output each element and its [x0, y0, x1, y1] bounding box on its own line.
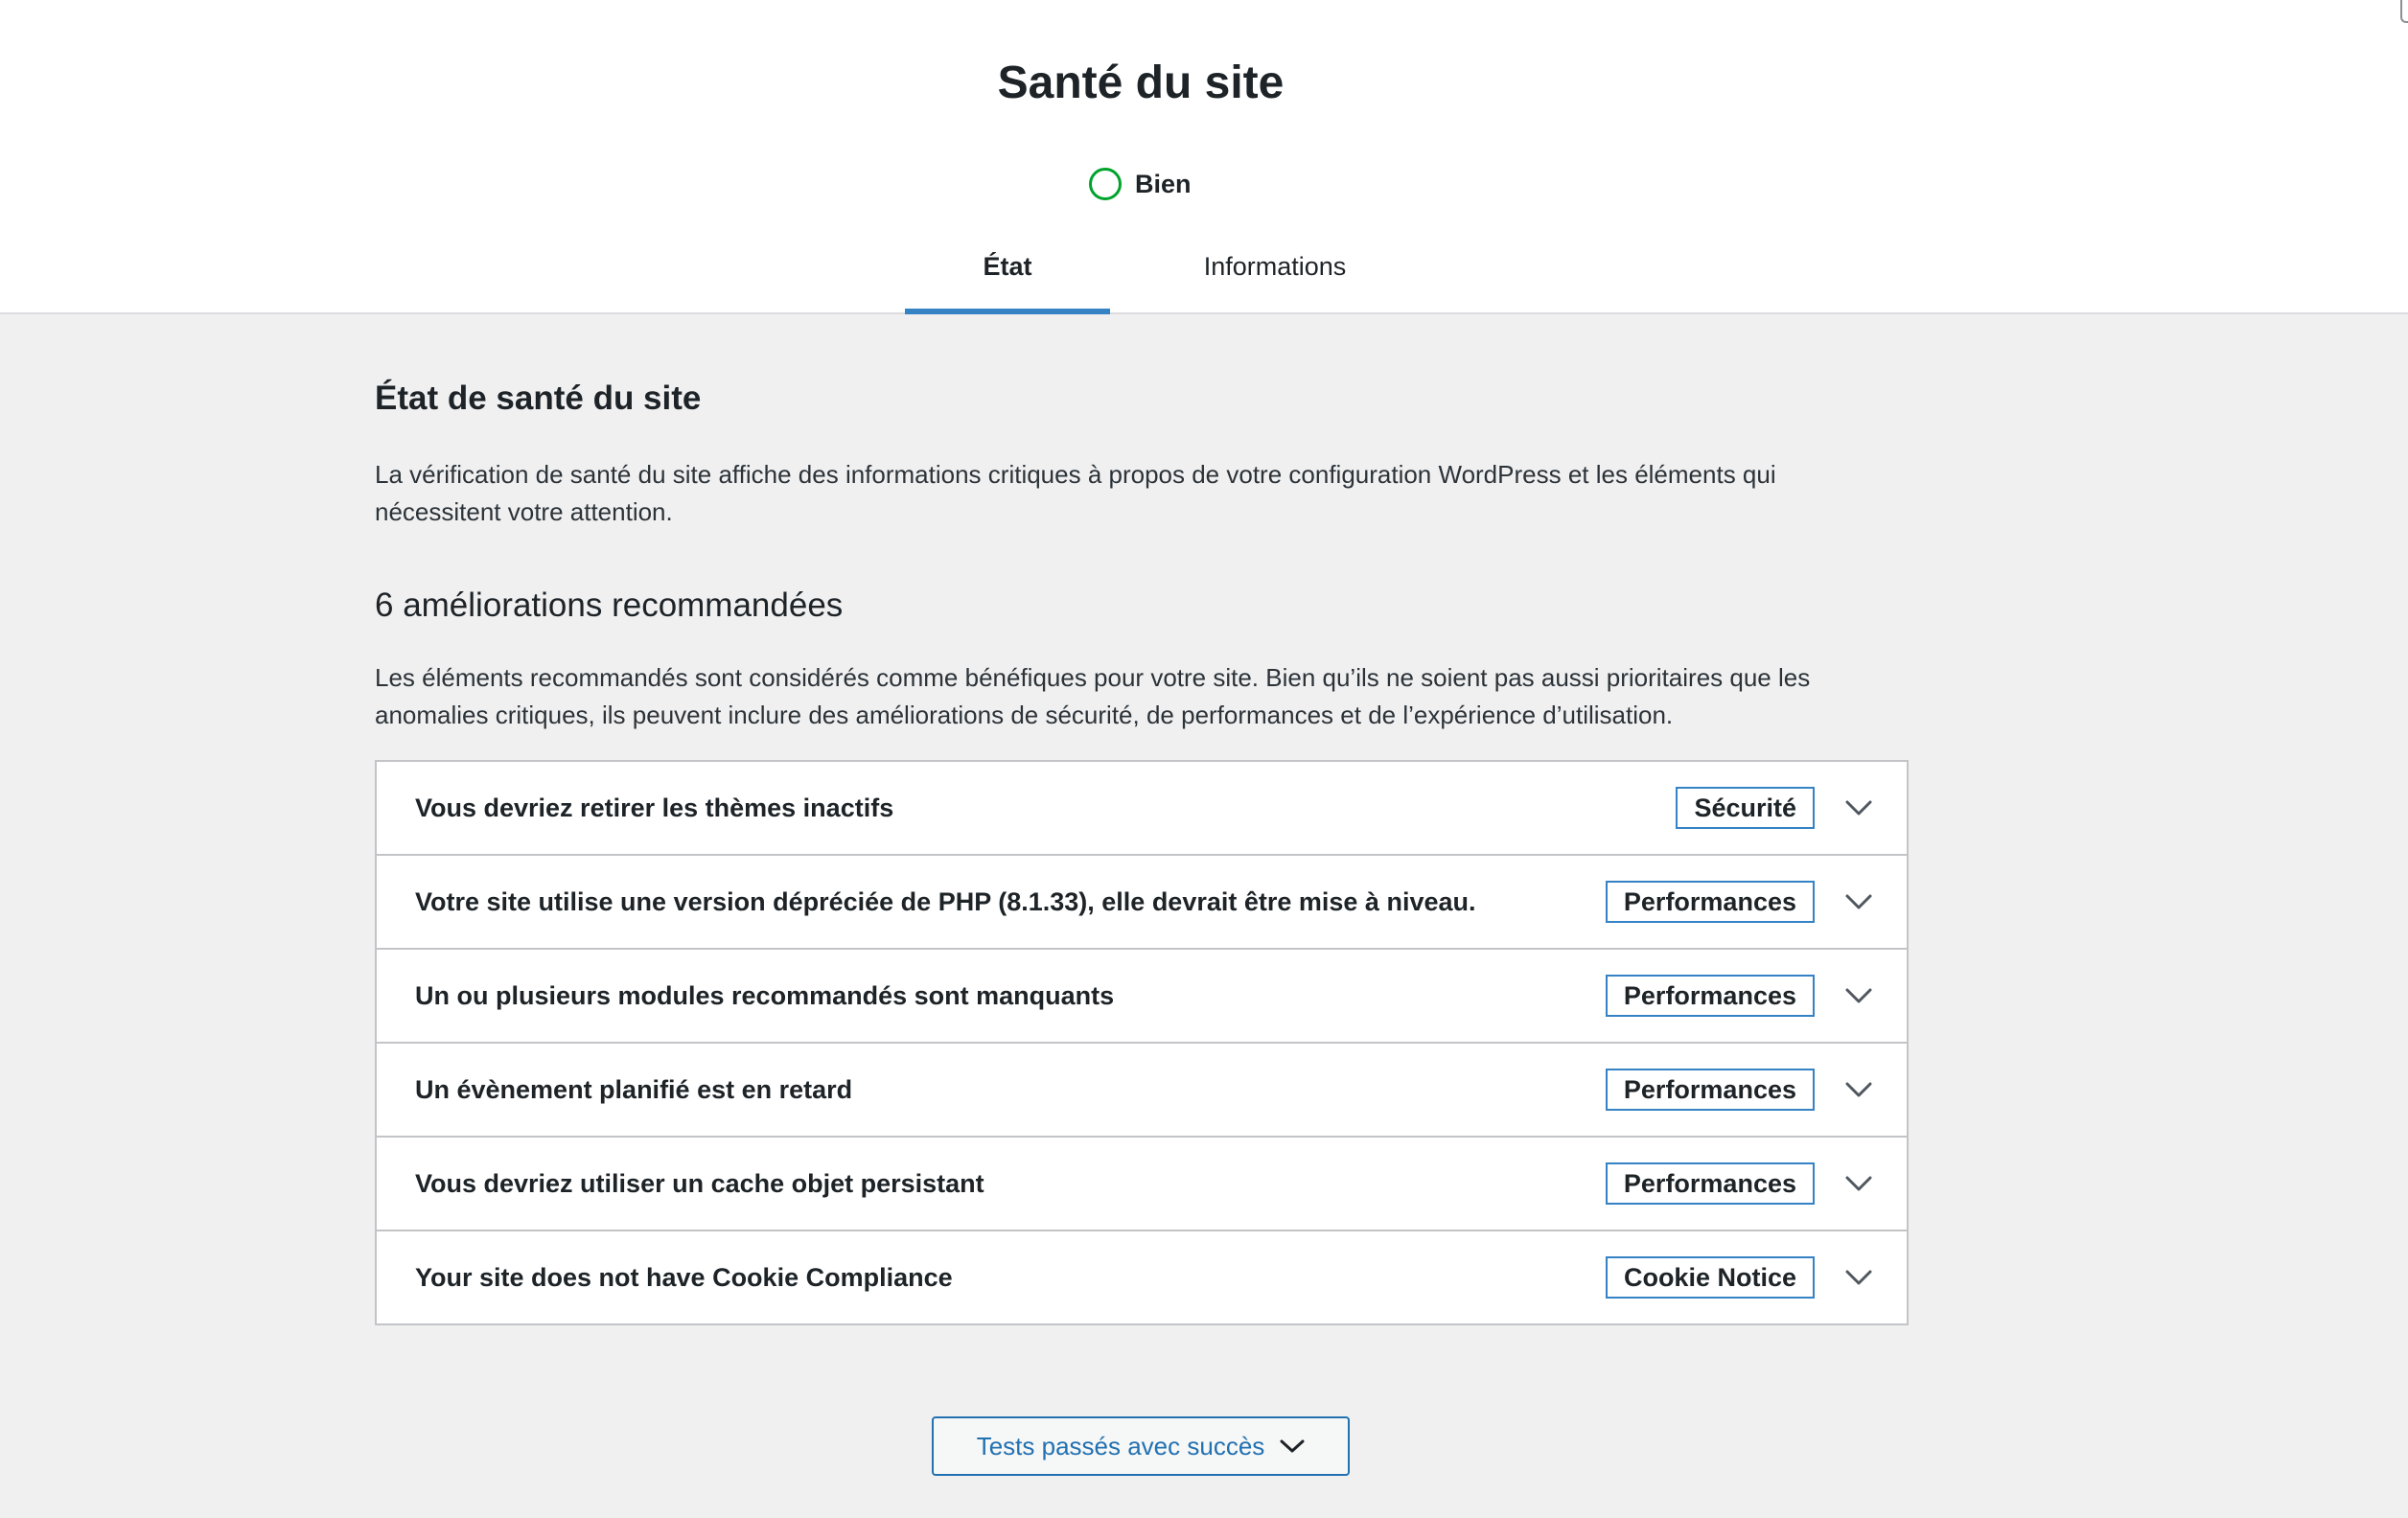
issue-badge: Performances [1606, 1162, 1815, 1205]
issue-label: Vous devriez retirer les thèmes inactifs [415, 793, 894, 822]
section-title: État de santé du site [375, 380, 702, 417]
issue-badge: Performances [1606, 881, 1815, 923]
window-corner-decoration [2400, 0, 2408, 23]
chevron-down-icon[interactable] [1840, 1258, 1878, 1297]
health-score [1089, 165, 1192, 203]
chevron-down-icon[interactable] [1840, 789, 1878, 827]
issue-badge: Performances [1606, 1069, 1815, 1111]
issue-label: Vous devriez utiliser un cache objet persistant [415, 1168, 984, 1198]
issue-row-cookie-compliance[interactable] [377, 1231, 1907, 1323]
tab-informations[interactable]: Informations [1203, 252, 1347, 281]
recommended-description: Les éléments recommandés sont considérés comme bénéfiques pour votre site. Bien qu’ils ne soient pas aussi prioritaires que les anomalies critiques, ils peuvent inclure des améliorations de sécurité, de performances et de l’expérience d’utilisation. [375, 663, 1811, 729]
issue-label: Your site does not have Cookie Compliance [415, 1262, 953, 1292]
issue-row-late-cron[interactable] [377, 1044, 1907, 1138]
chevron-down-icon[interactable] [1840, 883, 1878, 921]
issue-badge: Sécurité [1676, 787, 1815, 829]
passed-tests-button[interactable] [932, 1416, 1350, 1476]
passed-tests-label: Tests passés avec succès [976, 1431, 1265, 1460]
issue-label: Un évènement planifié est en retard [415, 1074, 853, 1104]
chevron-down-icon [1280, 1438, 1305, 1454]
main-content [375, 374, 1909, 734]
issue-badge: Cookie Notice [1606, 1256, 1815, 1299]
recommended-count-title: 6 améliorations recommandées [375, 586, 844, 624]
issue-row-missing-modules[interactable] [377, 950, 1907, 1044]
recommended-issues-list [375, 760, 1909, 1325]
page-title: Santé du site [997, 58, 1285, 108]
site-health-header [0, 0, 2408, 314]
issue-row-object-cache[interactable] [377, 1138, 1907, 1231]
issue-label: Votre site utilise une version dépréciée de PHP (8.1.33), elle devrait être mise à niveau. [415, 886, 1476, 916]
chevron-down-icon[interactable] [1840, 977, 1878, 1015]
tab-etat[interactable]: État [905, 240, 1110, 314]
issue-row-php-version[interactable] [377, 856, 1907, 950]
chevron-down-icon[interactable] [1840, 1070, 1878, 1109]
intro-text: La vérification de santé du site affiche des informations critiques à propos de votre configuration WordPress et les éléments qui nécessitent votre attention. [375, 460, 1776, 526]
issue-row-inactive-themes[interactable] [377, 762, 1907, 856]
score-ring-icon [1089, 168, 1122, 200]
chevron-down-icon[interactable] [1840, 1164, 1878, 1203]
issue-label: Un ou plusieurs modules recommandés sont manquants [415, 980, 1115, 1010]
score-label: Bien [1135, 169, 1192, 198]
issue-badge: Performances [1606, 975, 1815, 1017]
